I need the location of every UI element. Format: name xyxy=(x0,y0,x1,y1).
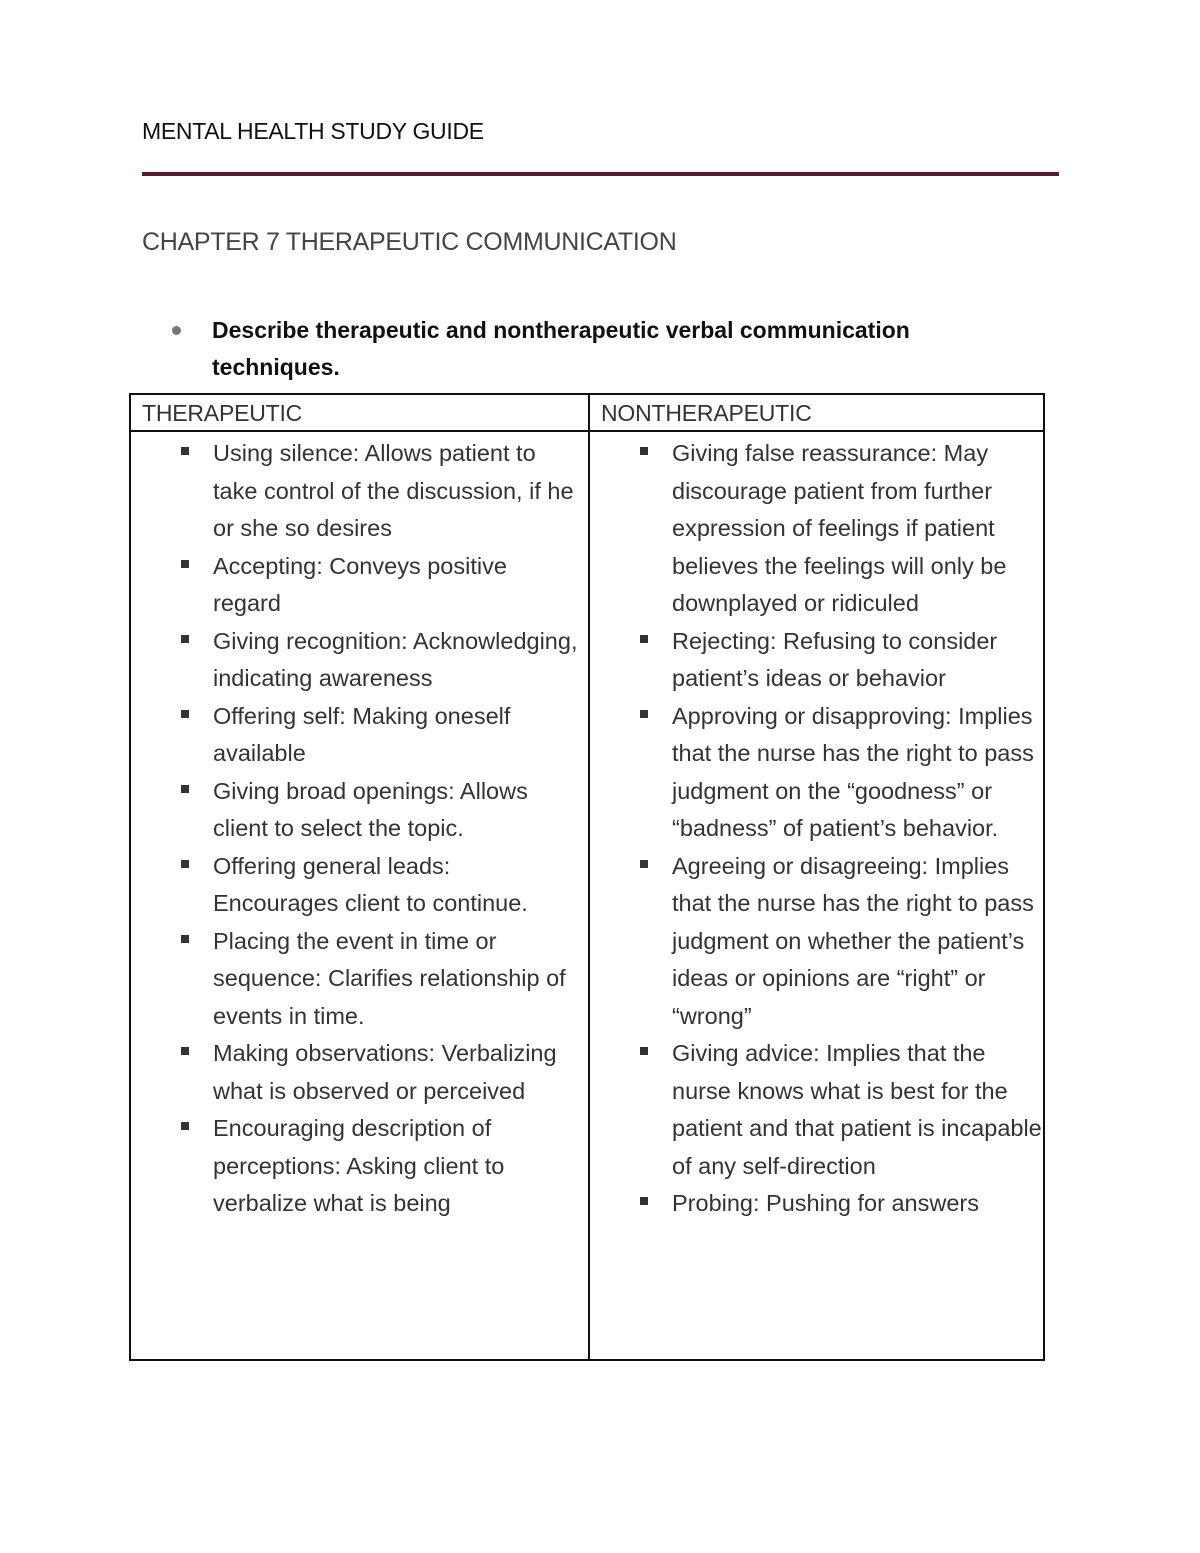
square-bullet-icon xyxy=(181,1122,189,1130)
square-bullet-icon xyxy=(181,447,189,455)
objective-text: Describe therapeutic and nontherapeutic verbal communication techniques. xyxy=(212,317,910,380)
square-bullet-icon xyxy=(181,710,189,718)
square-bullet-icon xyxy=(640,860,648,868)
square-bullet-icon xyxy=(640,1197,648,1205)
communication-techniques-table xyxy=(129,393,1045,1361)
list-item: Approving or disapproving: Implies that the nurse has the right to pass judgment on the “goodness” or “badness” of patient’s behavior. xyxy=(672,698,1042,848)
nontherapeutic-list xyxy=(672,435,1042,1223)
list-item: Rejecting: Refusing to consider patient’s ideas or behavior xyxy=(672,623,1042,698)
column-divider xyxy=(588,395,590,1359)
list-item: Giving false reassurance: May discourage patient from further expression of feelings if patient believes the feelings will only be downplayed or ridiculed xyxy=(672,435,1042,623)
list-item: Using silence: Allows patient to take control of the discussion, if he or she so desires xyxy=(213,435,581,548)
square-bullet-icon xyxy=(640,710,648,718)
square-bullet-icon xyxy=(181,785,189,793)
list-item: Offering general leads: Encourages client to continue. xyxy=(213,848,581,923)
bullet-icon xyxy=(172,326,181,335)
header-row-divider xyxy=(131,430,1043,432)
column-header-therapeutic: THERAPEUTIC xyxy=(142,400,303,426)
list-item: Encouraging description of perceptions: Asking client to verbalize what is being xyxy=(213,1110,581,1223)
list-item: Probing: Pushing for answers xyxy=(672,1185,1042,1223)
square-bullet-icon xyxy=(181,635,189,643)
square-bullet-icon xyxy=(181,935,189,943)
list-item: Agreeing or disagreeing: Implies that the nurse has the right to pass judgment on whether the patient’s ideas or opinions are “right” or “wrong” xyxy=(672,848,1042,1036)
column-header-nontherapeutic: NONTHERAPEUTIC xyxy=(601,400,812,426)
list-item: Accepting: Conveys positive regard xyxy=(213,548,581,623)
square-bullet-icon xyxy=(640,1047,648,1055)
list-item: Giving broad openings: Allows client to select the topic. xyxy=(213,773,581,848)
square-bullet-icon xyxy=(181,560,189,568)
list-item: Giving recognition: Acknowledging, indicating awareness xyxy=(213,623,581,698)
square-bullet-icon xyxy=(640,447,648,455)
chapter-title: CHAPTER 7 THERAPEUTIC COMMUNICATION xyxy=(142,228,677,256)
list-item: Giving advice: Implies that the nurse knows what is best for the patient and that patient is incapable of any self-direction xyxy=(672,1035,1042,1185)
square-bullet-icon xyxy=(181,1047,189,1055)
therapeutic-list xyxy=(213,435,581,1223)
header-rule xyxy=(142,172,1059,176)
list-item: Making observations: Verbalizing what is observed or perceived xyxy=(213,1035,581,1110)
document-header: MENTAL HEALTH STUDY GUIDE xyxy=(142,118,484,144)
list-item: Placing the event in time or sequence: Clarifies relationship of events in time. xyxy=(213,923,581,1036)
list-item: Offering self: Making oneself available xyxy=(213,698,581,773)
learning-objective xyxy=(212,312,972,386)
square-bullet-icon xyxy=(181,860,189,868)
square-bullet-icon xyxy=(640,635,648,643)
